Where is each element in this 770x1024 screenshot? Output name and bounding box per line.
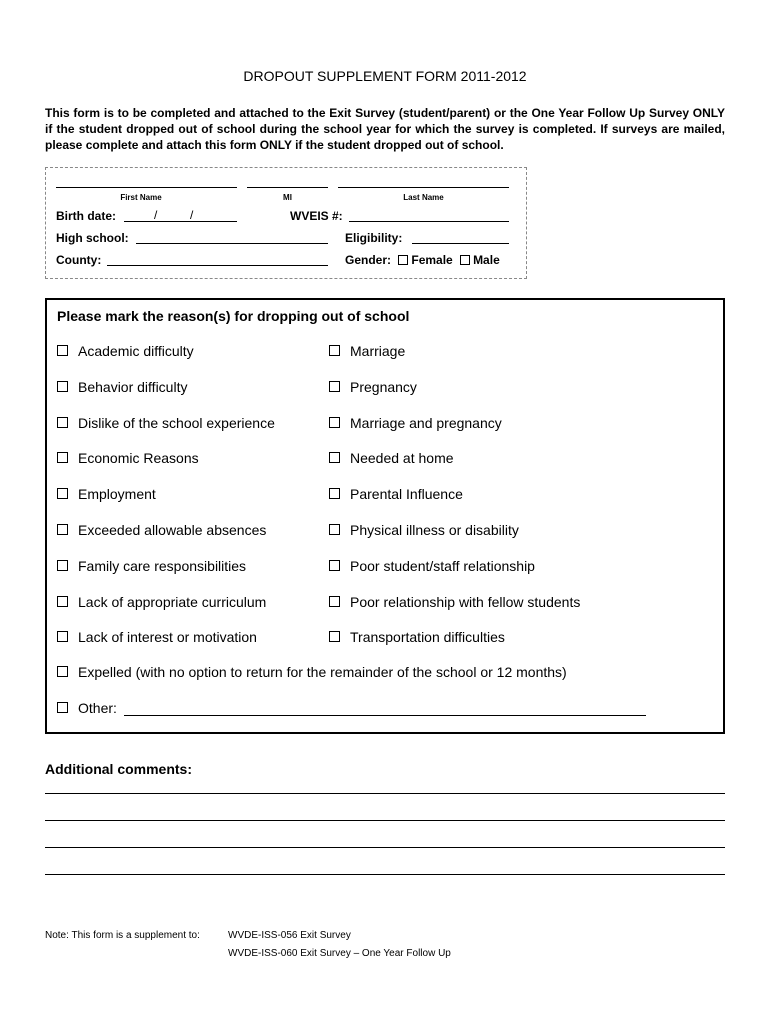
reason-checkbox[interactable] [57, 417, 68, 428]
reason-option[interactable] [57, 594, 266, 610]
reason-checkbox[interactable] [57, 345, 68, 356]
reason-label: Economic Reasons [78, 450, 199, 467]
reason-checkbox[interactable] [57, 631, 68, 642]
gender-group [345, 253, 500, 267]
last-name-field[interactable] [338, 187, 509, 188]
high-school-field[interactable] [136, 243, 328, 244]
reason-label: Marriage and pregnancy [350, 414, 502, 431]
reason-option[interactable] [329, 450, 454, 466]
reason-checkbox[interactable] [57, 596, 68, 607]
reason-option[interactable] [57, 450, 199, 466]
date-slash-1: / [154, 208, 158, 222]
note-label: Note: This form is a supplement to: [45, 930, 200, 941]
reasons-heading: Please mark the reason(s) for dropping out of school [57, 308, 410, 324]
reason-label: Exceeded allowable absences [78, 522, 267, 538]
male-checkbox[interactable] [460, 255, 470, 265]
form-instructions: This form is to be completed and attached to the Exit Survey (student/parent) or the One Year Follow Up Survey ONLY if the student dropped out of school during the school year for which the survey is completed. If surveys are mailed, please complete and attach this form ONLY if the student dropped out of school. [45, 106, 725, 152]
reason-label: Pregnancy [350, 378, 417, 395]
reason-checkbox[interactable] [329, 381, 340, 392]
expelled-checkbox[interactable] [57, 666, 68, 677]
other-checkbox[interactable] [57, 702, 68, 713]
reason-label: Physical illness or disability [350, 522, 519, 538]
reason-label: Dislike of the school experience [78, 414, 275, 431]
eligibility-label: Eligibility: [345, 231, 403, 245]
reason-option[interactable] [57, 522, 266, 538]
wveis-field[interactable] [349, 221, 509, 222]
reason-label: Marriage [350, 343, 406, 359]
reason-checkbox[interactable] [329, 417, 340, 428]
first-name-field[interactable] [56, 187, 237, 188]
reason-checkbox[interactable] [57, 560, 68, 571]
birth-date-field[interactable] [124, 221, 237, 222]
comment-line[interactable] [45, 847, 725, 848]
reason-other[interactable] [57, 700, 117, 716]
reason-option[interactable] [329, 343, 405, 359]
reason-label: Poor relationship with fellow students [350, 593, 581, 610]
reason-checkbox[interactable] [57, 452, 68, 463]
reason-label: Lack of appropriate curriculum [78, 593, 267, 610]
reason-option[interactable] [329, 379, 417, 395]
first-name-label: First Name [120, 193, 162, 202]
birth-date-label: Birth date: [56, 209, 116, 223]
comment-line[interactable] [45, 874, 725, 875]
last-name-label: Last Name [403, 193, 444, 202]
reason-label: Family care responsibilities [78, 557, 247, 574]
date-slash-2: / [190, 208, 194, 222]
other-reason-field[interactable] [124, 715, 646, 716]
expelled-label: Expelled (with no option to return for the remainder of the school or 12 months) [78, 664, 567, 680]
comments-label: Additional comments: [45, 761, 193, 777]
reason-option[interactable] [57, 629, 257, 645]
high-school-label: High school: [56, 231, 129, 245]
reason-checkbox[interactable] [329, 631, 340, 642]
reason-label: Lack of interest or motivation [78, 629, 257, 646]
reason-label: Employment [78, 486, 156, 503]
county-field[interactable] [107, 265, 328, 266]
reason-checkbox[interactable] [329, 560, 340, 571]
reason-checkbox[interactable] [329, 524, 340, 535]
reason-label: Poor student/staff relationship [350, 557, 535, 574]
wveis-label: WVEIS #: [290, 209, 343, 223]
mi-label: MI [283, 193, 292, 202]
reason-checkbox[interactable] [329, 488, 340, 499]
comment-line[interactable] [45, 820, 725, 821]
reason-option[interactable] [329, 629, 505, 645]
reason-checkbox[interactable] [57, 488, 68, 499]
reason-option[interactable] [329, 415, 502, 431]
middle-initial-field[interactable] [247, 187, 328, 188]
reason-label: Academic difficulty [78, 343, 194, 359]
county-label: County: [56, 253, 102, 267]
female-label: Female [411, 253, 453, 267]
reason-option[interactable] [329, 558, 535, 574]
comment-line[interactable] [45, 793, 725, 794]
female-checkbox[interactable] [398, 255, 408, 265]
reason-option[interactable] [57, 415, 275, 431]
reason-option[interactable] [57, 343, 194, 359]
male-label: Male [473, 253, 500, 267]
reason-option[interactable] [57, 558, 246, 574]
note-line-1: WVDE-ISS-056 Exit Survey [228, 930, 351, 941]
other-label: Other: [78, 700, 117, 716]
reason-label: Parental Influence [350, 486, 463, 503]
reason-option[interactable] [329, 594, 580, 610]
form-title: DROPOUT SUPPLEMENT FORM 2011-2012 [243, 68, 527, 84]
reason-checkbox[interactable] [329, 452, 340, 463]
reason-label: Needed at home [350, 450, 454, 467]
reason-checkbox[interactable] [57, 524, 68, 535]
reason-checkbox[interactable] [57, 381, 68, 392]
eligibility-field[interactable] [412, 243, 509, 244]
reason-checkbox[interactable] [329, 345, 340, 356]
note-line-2: WVDE-ISS-060 Exit Survey – One Year Follow Up [228, 948, 451, 959]
reason-option[interactable] [329, 522, 519, 538]
reason-option[interactable] [57, 486, 156, 502]
reason-option[interactable] [329, 486, 463, 502]
reason-label: Behavior difficulty [78, 378, 188, 395]
gender-label: Gender: [345, 253, 392, 267]
reason-checkbox[interactable] [329, 596, 340, 607]
reason-option[interactable] [57, 379, 187, 395]
reason-label: Transportation difficulties [350, 629, 505, 646]
reason-expelled[interactable] [57, 664, 567, 680]
